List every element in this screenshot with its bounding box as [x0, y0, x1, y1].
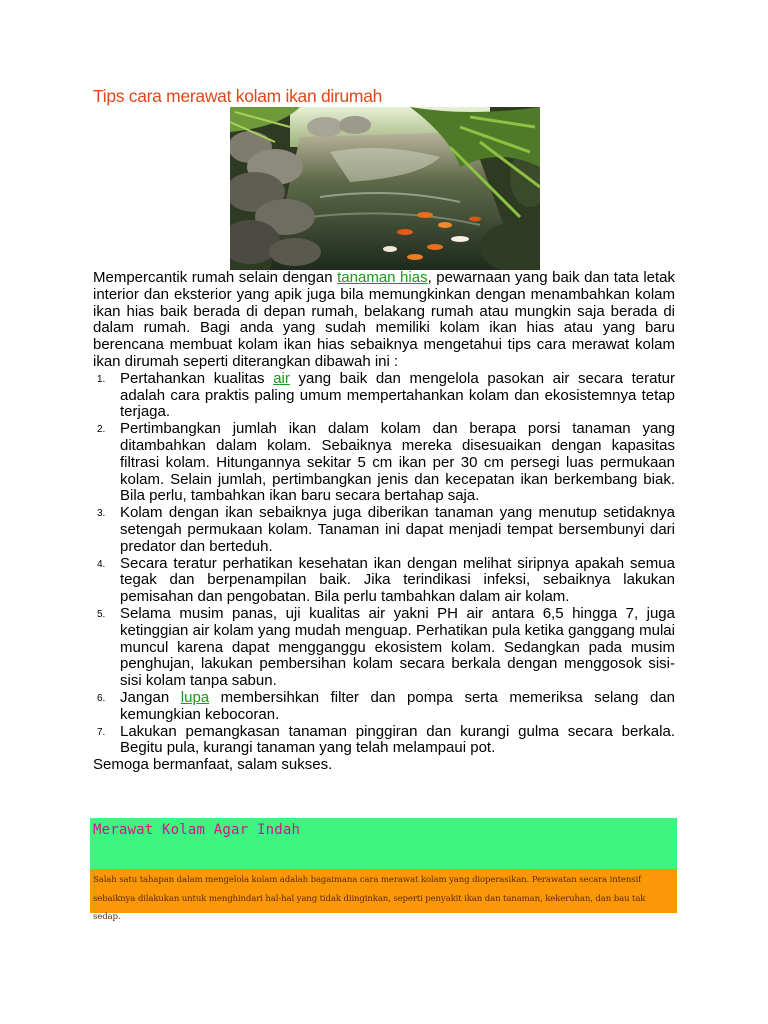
- banner-header: [90, 818, 677, 869]
- article-title: Tips cara merawat kolam ikan dirumah: [93, 86, 383, 106]
- koi-pond-photo: [230, 107, 540, 270]
- banner-body: Salah satu tahapan dalam mengelola kolam adalah bagaimana cara merawat kolam yang dioperasikan. Perawatan secara intensif sebaiknya dilakukan untuk menghindari hal-hal yang tidak diinginkan, seperti penyakit ikan dan tanaman, kekeruhan, dan bau tak sedap.: [90, 869, 677, 913]
- tip-text: Jangan: [120, 688, 181, 706]
- tip-item: [93, 505, 675, 555]
- link-air[interactable]: air: [273, 369, 290, 387]
- tip-item: [93, 371, 675, 421]
- tip-number: 3.: [97, 508, 106, 520]
- tip-item: [93, 421, 675, 505]
- tip-text-end: membersihkan filter dan pompa serta memeriksa selang dan kemungkian kebocoran.: [120, 688, 675, 723]
- tip-text: Kolam dengan ikan sebaiknya juga diberikan tanaman yang menutup setidaknya setengah permukaan kolam. Tanaman ini dapat menjadi tempat bersembunyi dari predator dan berteduh.: [120, 504, 675, 555]
- tip-text: Pertimbangkan jumlah ikan dalam kolam dan berapa porsi tanaman yang ditambahkan dalam kolam. Sebaiknya mereka disesuaikan dengan kapasitas filtrasi kolam. Hitungannya sekitar 5 cm ikan per 30 cm persegi luas permukaan kolam. Selain jumlah, pertimbangkan jenis dan kecepatan ikan berkembang biak. Bila perlu, tambahkan ikan baru secara bertahap saja.: [120, 420, 675, 505]
- tip-text-end: yang baik dan mengelola pasokan air secara teratur adalah cara praktis paling umum mempertahankan kolam dan ekosistemnya tetap terjaga.: [120, 369, 675, 421]
- tip-text: Selama musim panas, uji kualitas air yakni PH air antara 6,5 hingga 7, juga ketinggian air kolam yang mudah menguap. Perhatikan pula ketika ganggang mulai muncul karena dapat mengganggu ekosistem kolam. Sedangkan pada musim penghujan, lakukan pembersihan kolam secara berkala dengan menggosok sisi-sisi kolam tanpa sabun.: [120, 604, 675, 690]
- tip-number: 1.: [97, 373, 106, 385]
- tip-text: Secara teratur perhatikan kesehatan ikan dengan melihat siripnya apakah semua tegak dan berpenampilan baik. Jika terindikasi infeksi, sebaiknya lakukan pemisahan dan pengobatan. Bila perlu tambahkan dalam air kolam.: [120, 554, 675, 606]
- tip-number: 7.: [97, 726, 106, 738]
- link-lupa[interactable]: lupa: [180, 688, 210, 706]
- intro-paragraph: [93, 270, 675, 371]
- tip-number: 2.: [97, 424, 106, 436]
- tips-list: [93, 371, 675, 757]
- closing-text: Semoga bermanfaat, salam sukses.: [93, 756, 333, 774]
- tip-text: Lakukan pemangkasan tanaman pinggiran dan kurangi gulma secara berkala. Begitu pula, kurangi tanaman yang telah melampaui pot.: [120, 722, 675, 757]
- tip-item: [93, 556, 675, 606]
- tip-text: Pertahankan kualitas: [120, 369, 274, 387]
- tip-item: [93, 606, 675, 690]
- link-tanaman-hias[interactable]: tanaman hias: [337, 269, 428, 286]
- tip-number: 6.: [97, 692, 106, 704]
- tip-number: 4.: [97, 558, 106, 570]
- article-body: [93, 270, 675, 774]
- tip-item: [93, 724, 675, 758]
- intro-text-end: , pewarnaan yang baik dan tata letak interior dan eksterior yang apik juga bila memungkinkan dengan menambahkan kolam ikan hias baik berada di depan rumah, belakang rumah atau mungkin saja berada di dalam rumah. Bagi anda yang sudah memiliki kolam ikan hias atau yang baru berencana membuat kolam ikan hias sebaiknya mengetahui tips cara merawat kolam ikan dirumah seperti diterangkan dibawah ini :: [93, 269, 675, 370]
- banner-box: [90, 818, 677, 922]
- tip-number: 5.: [97, 608, 106, 620]
- intro-text-start: Mempercantik rumah selain dengan: [93, 269, 338, 286]
- banner-title: Merawat Kolam Agar Indah: [93, 822, 301, 838]
- tip-item: [93, 690, 675, 724]
